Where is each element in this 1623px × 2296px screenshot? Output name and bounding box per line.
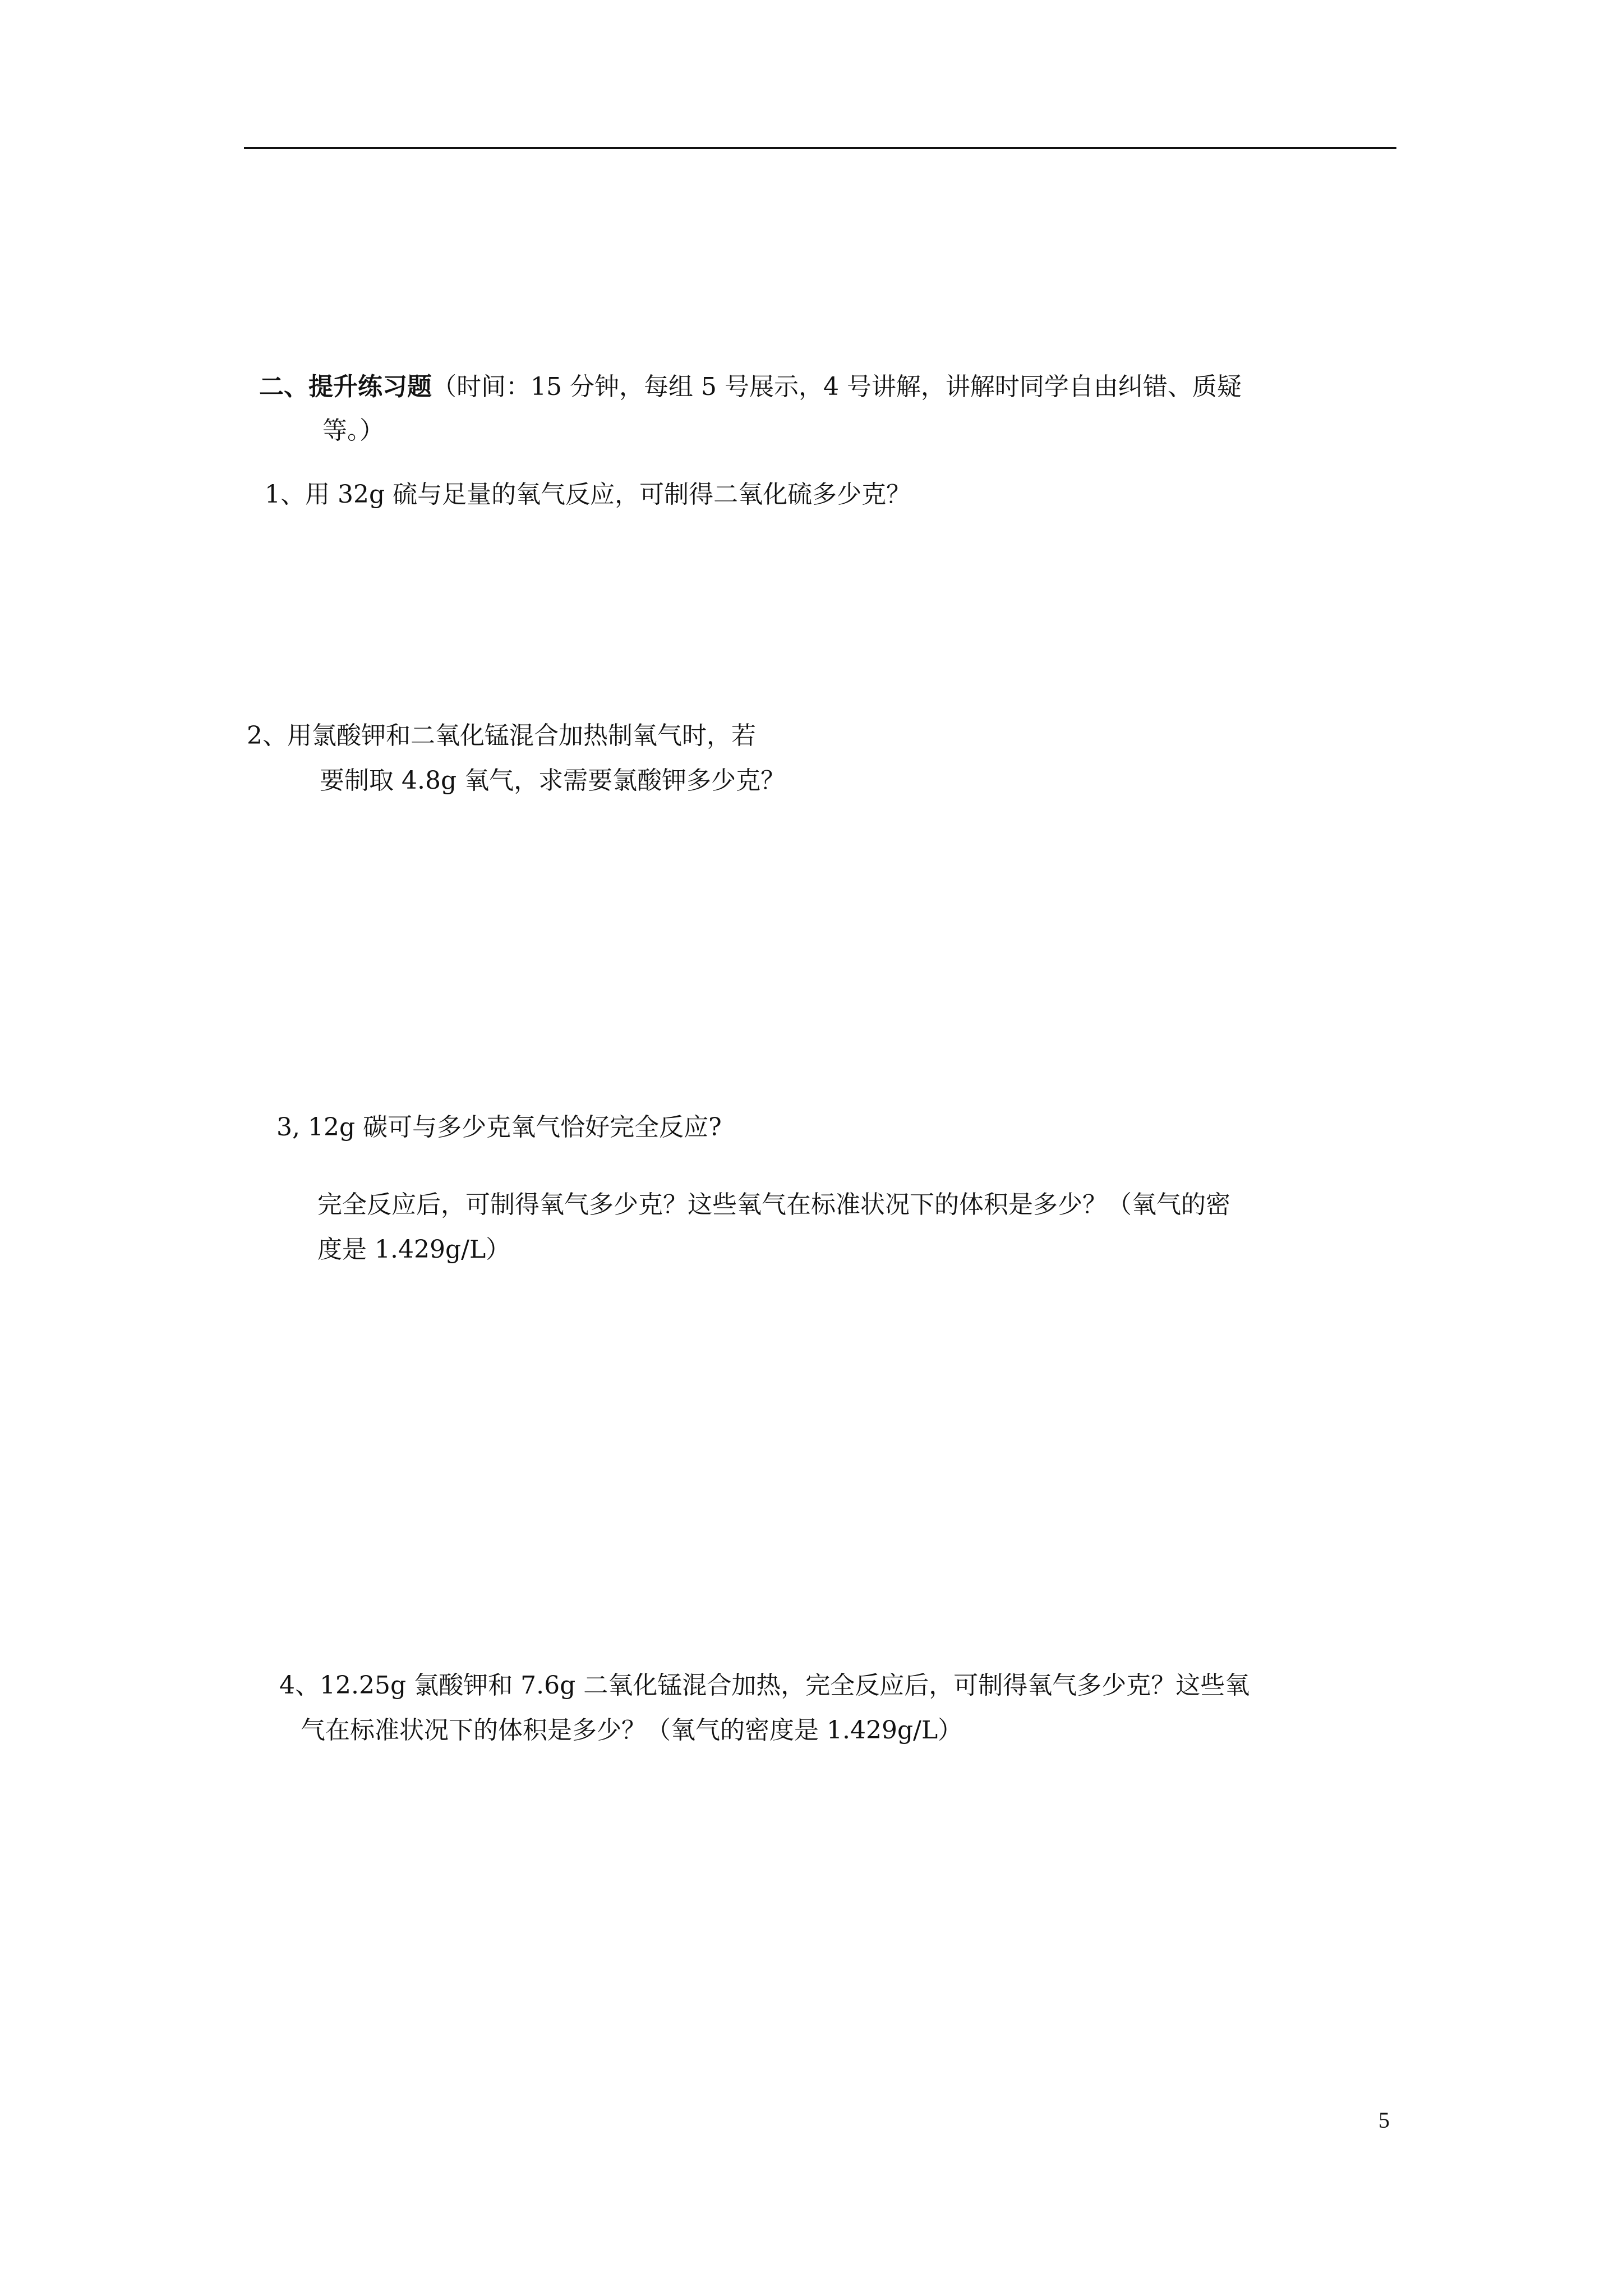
question-4-line-1: 4、12.25g 氯酸钾和 7.6g 二氧化锰混合加热，完全反应后，可制得氧气多少克？这些氧 [279,1671,1250,1700]
section-instructions-continued: 等。） [322,416,384,445]
page-number: 5 [1378,2108,1390,2133]
question-3-line-2: 完全反应后，可制得氧气多少克？这些氧气在标准状况下的体积是多少？（氧气的密 [317,1190,1230,1219]
section-title: 二、提升练习题 [259,372,432,401]
header-rule [244,147,1396,149]
question-4-line-2: 气在标准状况下的体积是多少？（氧气的密度是 1.429g/L） [301,1716,963,1745]
question-3-line-1: 3, 12g 碳可与多少克氧气恰好完全反应? [276,1113,722,1142]
question-1: 1、用 32g 硫与足量的氧气反应，可制得二氧化硫多少克？ [265,480,911,509]
section-heading-line [259,370,1242,404]
question-2-line-2: 要制取 4.8g 氧气，求需要氯酸钾多少克？ [320,766,786,795]
section-instructions: （时间：15 分钟，每组 5 号展示，4 号讲解，讲解时同学自由纠错、质疑 [432,372,1242,401]
question-2-line-1: 2、用氯酸钾和二氧化锰混合加热制氧气时，若 [247,721,756,750]
question-3-line-3: 度是 1.429g/L） [317,1235,511,1264]
